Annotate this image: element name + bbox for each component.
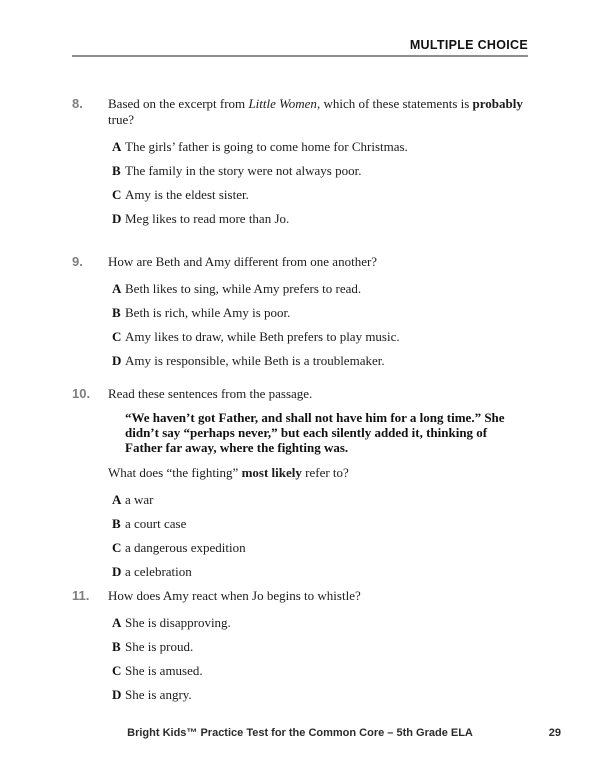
options-list: [108, 492, 530, 580]
option-letter: C: [112, 663, 122, 678]
stem-segment: Read these sentences from the passage.: [108, 386, 313, 401]
option-letter: C: [112, 540, 122, 555]
option-letter: B: [112, 305, 121, 320]
stem-segment-bold: most likely: [241, 465, 302, 480]
question-stem: [108, 96, 530, 128]
stem-segment-italic: Little Women: [248, 96, 317, 111]
question-stem: [108, 254, 530, 270]
question-11: [72, 588, 530, 703]
option-text: a dangerous expedition: [125, 540, 246, 555]
option-text: She is disapproving.: [125, 615, 231, 630]
footer-title: Bright Kids™ Practice Test for the Common Core – 5th Grade ELA: [127, 727, 473, 739]
option-letter: A: [112, 281, 122, 296]
option-letter: A: [112, 139, 122, 154]
option-text: Amy likes to draw, while Beth prefers to play music.: [125, 329, 400, 344]
option-text: She is proud.: [125, 639, 194, 654]
option-letter: D: [112, 564, 122, 579]
option-text: The girls’ father is going to come home for Christmas.: [125, 139, 408, 154]
option-text: a court case: [125, 516, 187, 531]
option-text: Amy is responsible, while Beth is a troublemaker.: [125, 353, 385, 368]
option-b: [112, 639, 530, 655]
option-letter: B: [112, 163, 121, 178]
option-b: [112, 163, 530, 179]
option-text: a celebration: [125, 564, 192, 579]
option-text: a war: [125, 492, 154, 507]
questions-list: [72, 96, 530, 730]
option-a: [112, 492, 530, 508]
option-b: [112, 516, 530, 532]
options-list: [108, 139, 530, 227]
option-c: [112, 187, 530, 203]
question-9: [72, 254, 530, 369]
option-letter: C: [112, 187, 122, 202]
option-text: Beth is rich, while Amy is poor.: [125, 305, 291, 320]
option-c: [112, 540, 530, 556]
option-letter: A: [112, 492, 122, 507]
option-a: [112, 615, 530, 631]
option-c: [112, 663, 530, 679]
options-list: [108, 281, 530, 369]
option-letter: D: [112, 353, 122, 368]
option-text: Beth likes to sing, while Amy prefers to read.: [125, 281, 362, 296]
option-letter: B: [112, 516, 121, 531]
footer-page-number: 29: [548, 727, 561, 739]
option-text: Meg likes to read more than Jo.: [125, 211, 290, 226]
options-list: [108, 615, 530, 703]
stem-segment: What does “the fighting”: [108, 465, 242, 480]
option-letter: D: [112, 687, 122, 702]
question-stem-2: [108, 465, 530, 481]
question-number: 8.: [72, 96, 83, 111]
question-number: 9.: [72, 254, 83, 269]
stem-segment: , which of these statements is: [316, 96, 473, 111]
question-8: [72, 96, 530, 227]
passage-quote: “We haven’t got Father, and shall not have him for a long time.” She didn’t say “perhaps never,” but each silently added it, thinking of Father far away, where the fighting was.: [125, 410, 505, 455]
page-header-title: MULTIPLE CHOICE: [409, 38, 528, 52]
question-stem: [108, 588, 530, 604]
page-footer: [0, 727, 600, 743]
question-number: 10.: [72, 386, 91, 401]
stem-segment-bold: probably: [472, 96, 523, 111]
option-a: [112, 281, 530, 297]
option-text: She is amused.: [125, 663, 203, 678]
option-d: [112, 564, 530, 580]
option-text: The family in the story were not always poor.: [125, 163, 362, 178]
option-letter: B: [112, 639, 121, 654]
option-letter: C: [112, 329, 122, 344]
option-letter: A: [112, 615, 122, 630]
stem-segment: true?: [108, 112, 134, 127]
option-d: [112, 687, 530, 703]
stem-segment: How are Beth and Amy different from one another?: [108, 254, 378, 269]
header-divider: [72, 55, 528, 57]
question-stem: [108, 386, 530, 402]
option-b: [112, 305, 530, 321]
stem-segment: Based on the excerpt from: [108, 96, 249, 111]
option-a: [112, 139, 530, 155]
question-number: 11.: [72, 588, 90, 603]
option-letter: D: [112, 211, 122, 226]
stem-segment: How does Amy react when Jo begins to whistle?: [108, 588, 361, 603]
question-10: [72, 386, 530, 580]
stem-segment: refer to?: [301, 465, 349, 480]
option-c: [112, 329, 530, 345]
option-text: She is angry.: [125, 687, 192, 702]
option-d: [112, 211, 530, 227]
option-text: Amy is the eldest sister.: [125, 187, 249, 202]
option-d: [112, 353, 530, 369]
